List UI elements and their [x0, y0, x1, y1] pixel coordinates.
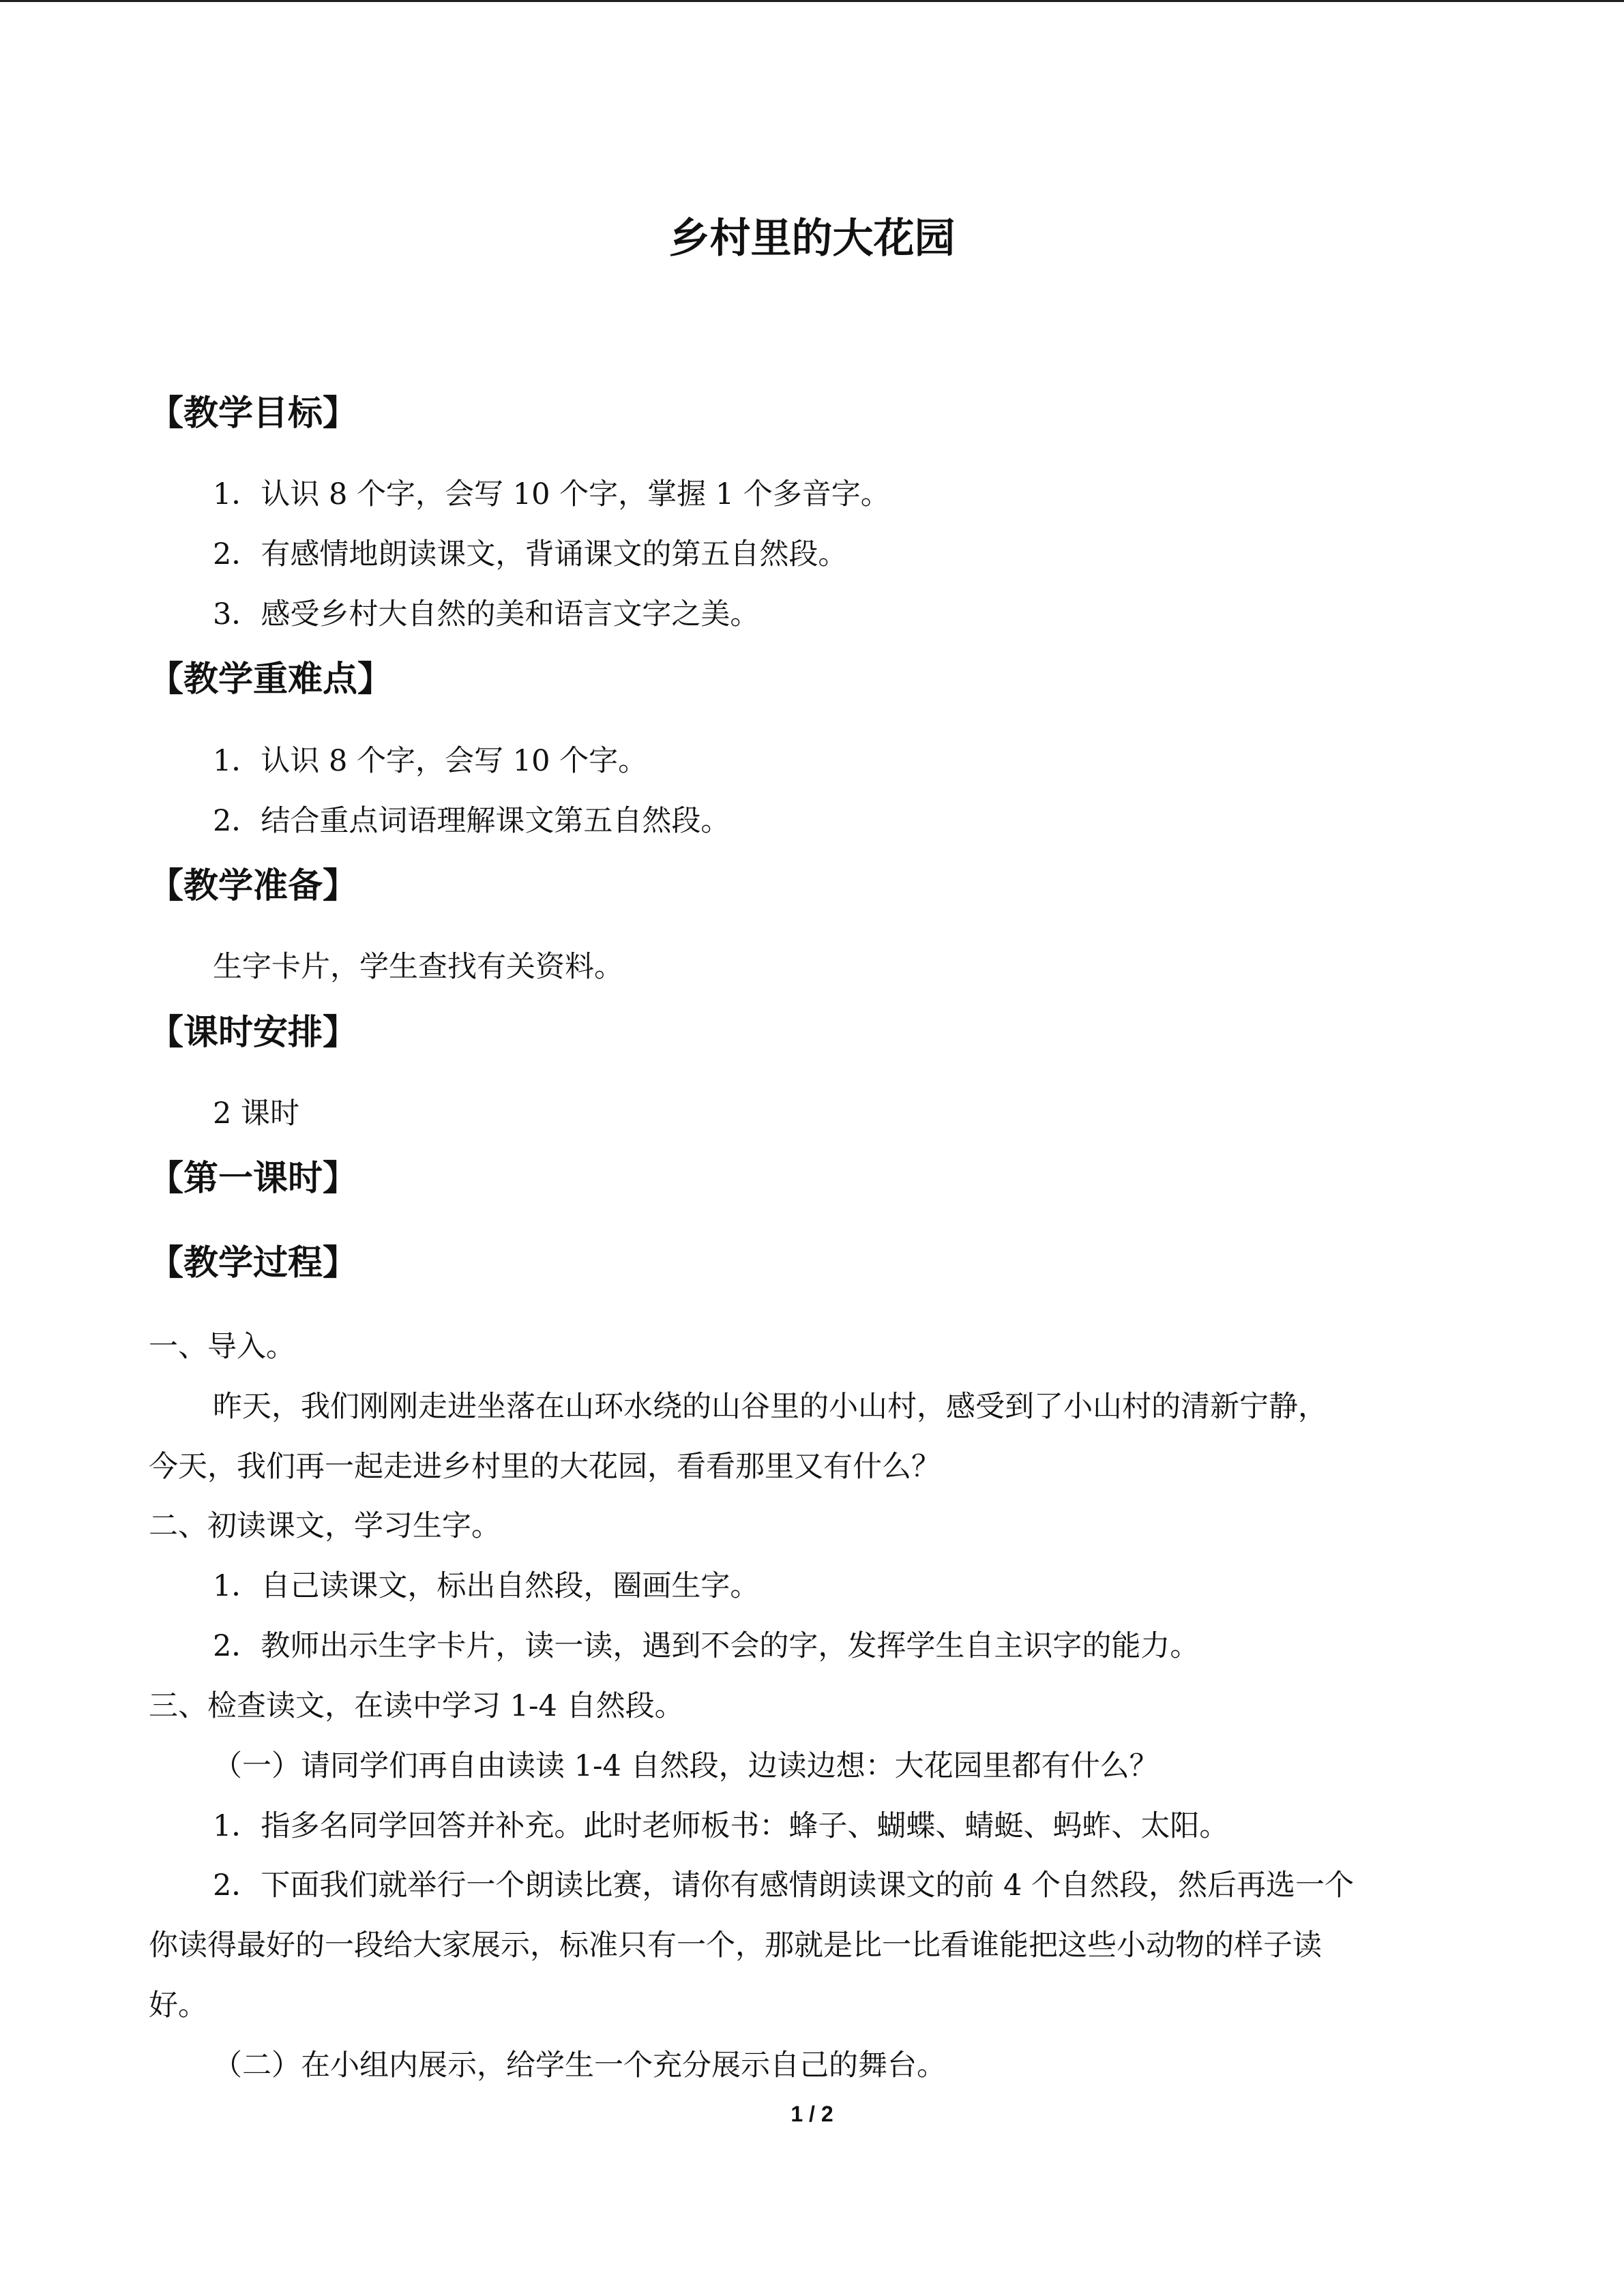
goal-item-1: 1．认识 8 个字，会写 10 个字，掌握 1 个多音字。 — [213, 477, 890, 511]
key-point-item-2: 2．结合重点词语理解课文第五自然段。 — [213, 804, 730, 838]
process-line-2: 昨天，我们刚刚走进坐落在山环水绕的山谷里的小山村，感受到了小山村的清新宁静， — [213, 1390, 1327, 1424]
goal-item-2: 2．有感情地朗读课文，背诵课文的第五自然段。 — [213, 537, 848, 571]
process-line-9: 1．指多名同学回答并补充。此时老师板书：蜂子、蝴蝶、蜻蜓、蚂蚱、太阳。 — [213, 1809, 1229, 1843]
heading-teaching-goals: 【教学目标】 — [149, 393, 358, 434]
process-line-8: （一）请同学们再自由读读 1-4 自然段，边读边想：大花园里都有什么？ — [213, 1749, 1159, 1783]
top-border-line — [0, 0, 1624, 2]
process-line-11: 你读得最好的一段给大家展示，标准只有一个，那就是比一比看谁能把这些小动物的样子读 — [149, 1928, 1322, 1963]
page-number: 1 / 2 — [791, 2102, 833, 2126]
goal-item-3: 3．感受乡村大自然的美和语言文字之美。 — [213, 597, 760, 631]
process-line-12: 好。 — [149, 1988, 207, 2023]
heading-lesson-one: 【第一课时】 — [149, 1159, 358, 1199]
heading-teaching-process: 【教学过程】 — [149, 1243, 358, 1283]
process-line-13: （二）在小组内展示，给学生一个充分展示自己的舞台。 — [213, 2048, 946, 2083]
process-line-5: 1．自己读课文，标出自然段，圈画生字。 — [213, 1569, 760, 1603]
heading-preparation: 【教学准备】 — [149, 866, 358, 906]
process-line-4: 二、初读课文，学习生字。 — [149, 1509, 501, 1543]
process-line-1: 一、导入。 — [149, 1330, 295, 1364]
heading-schedule: 【课时安排】 — [149, 1013, 358, 1053]
schedule-text: 2 课时 — [213, 1097, 300, 1131]
heading-key-points: 【教学重难点】 — [149, 659, 393, 700]
document-title: 乡村里的大花园 — [668, 215, 956, 263]
preparation-text: 生字卡片，学生查找有关资料。 — [213, 950, 623, 984]
process-line-6: 2．教师出示生字卡片，读一读，遇到不会的字，发挥学生自主识字的能力。 — [213, 1629, 1200, 1663]
process-line-10: 2．下面我们就举行一个朗读比赛，请你有感情朗读课文的前 4 个自然段，然后再选一个 — [213, 1868, 1355, 1903]
process-line-7: 三、检查读文，在读中学习 1-4 自然段。 — [149, 1689, 684, 1723]
process-line-3: 今天，我们再一起走进乡村里的大花园，看看那里又有什么？ — [149, 1450, 941, 1484]
key-point-item-1: 1．认识 8 个字，会写 10 个字。 — [213, 744, 648, 778]
